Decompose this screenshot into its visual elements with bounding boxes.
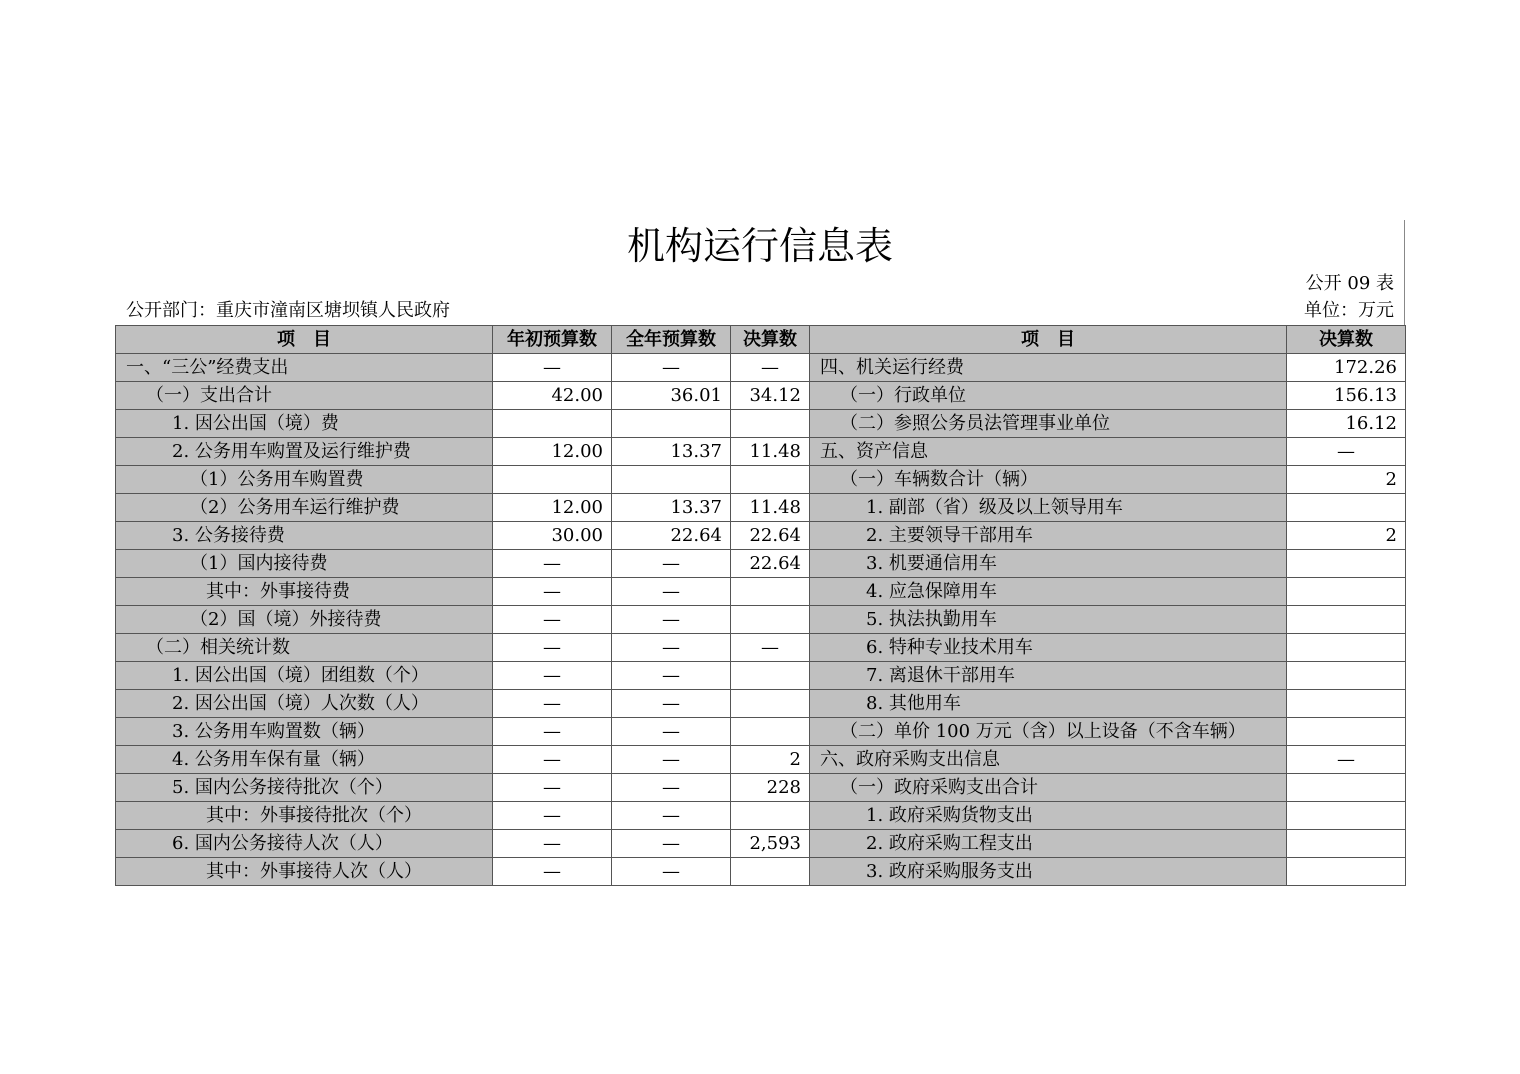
table-row: [116, 410, 1406, 438]
annual-budget-cell: [612, 466, 731, 494]
annual-budget-cell: —: [612, 634, 731, 662]
right-final-amount-cell: [1287, 494, 1406, 522]
header-initial-budget: 年初预算数: [493, 326, 612, 354]
initial-budget-cell: —: [493, 802, 612, 830]
initial-budget-cell: —: [493, 550, 612, 578]
table-row: [116, 522, 1406, 550]
right-final-amount-cell: —: [1287, 746, 1406, 774]
right-item-label: （一）车辆数合计（辆）: [810, 466, 1287, 494]
right-final-amount-cell: [1287, 550, 1406, 578]
final-amount-cell: 22.64: [731, 550, 810, 578]
initial-budget-cell: 30.00: [493, 522, 612, 550]
final-amount-cell: [731, 718, 810, 746]
left-item-label: 2. 公务用车购置及运行维护费: [116, 438, 493, 466]
left-item-label: 一、“三公”经费支出: [116, 354, 493, 382]
table-row: [116, 662, 1406, 690]
left-item-label: （1）国内接待费: [116, 550, 493, 578]
annual-budget-cell: —: [612, 802, 731, 830]
table-row: [116, 466, 1406, 494]
unit-label: 单位：万元: [1304, 300, 1394, 321]
annual-budget-cell: —: [612, 690, 731, 718]
right-final-amount-cell: [1287, 662, 1406, 690]
right-final-amount-cell: [1287, 634, 1406, 662]
right-final-amount-cell: [1287, 690, 1406, 718]
right-item-label: 2. 政府采购工程支出: [810, 830, 1287, 858]
right-final-amount-cell: 2: [1287, 466, 1406, 494]
final-amount-cell: [731, 858, 810, 886]
page-title: 机构运行信息表: [626, 224, 893, 268]
right-final-amount-cell: —: [1287, 438, 1406, 466]
final-amount-cell: [731, 802, 810, 830]
final-amount-cell: [731, 662, 810, 690]
initial-budget-cell: —: [493, 690, 612, 718]
right-item-label: （二）参照公务员法管理事业单位: [810, 410, 1287, 438]
right-item-label: 四、机关运行经费: [810, 354, 1287, 382]
annual-budget-cell: —: [612, 354, 731, 382]
right-item-label: 4. 应急保障用车: [810, 578, 1287, 606]
final-amount-cell: —: [731, 634, 810, 662]
annual-budget-cell: —: [612, 718, 731, 746]
annual-budget-cell: 36.01: [612, 382, 731, 410]
left-item-label: （2）国（境）外接待费: [116, 606, 493, 634]
info-table: [115, 325, 1406, 886]
table-row: [116, 438, 1406, 466]
final-amount-cell: 11.48: [731, 438, 810, 466]
right-item-label: （一）行政单位: [810, 382, 1287, 410]
initial-budget-cell: —: [493, 354, 612, 382]
right-item-label: 1. 副部（省）级及以上领导用车: [810, 494, 1287, 522]
initial-budget-cell: —: [493, 634, 612, 662]
table-row: [116, 802, 1406, 830]
right-item-label: （二）单价 100 万元（含）以上设备（不含车辆）: [810, 718, 1287, 746]
table-row: [116, 746, 1406, 774]
final-amount-cell: [731, 466, 810, 494]
right-item-label: 6. 特种专业技术用车: [810, 634, 1287, 662]
initial-budget-cell: —: [493, 858, 612, 886]
final-amount-cell: 11.48: [731, 494, 810, 522]
left-item-label: 其中：外事接待费: [116, 578, 493, 606]
left-item-label: 1. 因公出国（境）费: [116, 410, 493, 438]
right-item-label: （一）政府采购支出合计: [810, 774, 1287, 802]
right-final-amount-cell: 2: [1287, 522, 1406, 550]
annual-budget-cell: —: [612, 830, 731, 858]
final-amount-cell: [731, 690, 810, 718]
final-amount-cell: 228: [731, 774, 810, 802]
right-final-amount-cell: 172.26: [1287, 354, 1406, 382]
right-item-label: 3. 机要通信用车: [810, 550, 1287, 578]
annual-budget-cell: 22.64: [612, 522, 731, 550]
annual-budget-cell: [612, 410, 731, 438]
initial-budget-cell: —: [493, 718, 612, 746]
right-item-label: 2. 主要领导干部用车: [810, 522, 1287, 550]
table-row: [116, 606, 1406, 634]
header-final-right: 决算数: [1287, 326, 1406, 354]
header-annual-budget: 全年预算数: [612, 326, 731, 354]
initial-budget-cell: 42.00: [493, 382, 612, 410]
initial-budget-cell: —: [493, 662, 612, 690]
right-item-label: 六、政府采购支出信息: [810, 746, 1287, 774]
final-amount-cell: 2: [731, 746, 810, 774]
right-item-label: 3. 政府采购服务支出: [810, 858, 1287, 886]
annual-budget-cell: —: [612, 858, 731, 886]
annual-budget-cell: —: [612, 774, 731, 802]
table-row: [116, 634, 1406, 662]
final-amount-cell: 2,593: [731, 830, 810, 858]
left-item-label: 6. 国内公务接待人次（人）: [116, 830, 493, 858]
right-final-amount-cell: 16.12: [1287, 410, 1406, 438]
initial-budget-cell: —: [493, 746, 612, 774]
table-row: [116, 858, 1406, 886]
header-item-right: 项 目: [810, 326, 1287, 354]
left-item-label: 2. 因公出国（境）人次数（人）: [116, 690, 493, 718]
right-final-amount-cell: 156.13: [1287, 382, 1406, 410]
left-item-label: 1. 因公出国（境）团组数（个）: [116, 662, 493, 690]
annual-budget-cell: —: [612, 662, 731, 690]
annual-budget-cell: —: [612, 746, 731, 774]
left-item-label: 其中：外事接待人次（人）: [116, 858, 493, 886]
left-item-label: （二）相关统计数: [116, 634, 493, 662]
header-final-left: 决算数: [731, 326, 810, 354]
table-row: [116, 690, 1406, 718]
right-item-label: 8. 其他用车: [810, 690, 1287, 718]
left-item-label: 4. 公务用车保有量（辆）: [116, 746, 493, 774]
final-amount-cell: [731, 606, 810, 634]
right-item-label: 五、资产信息: [810, 438, 1287, 466]
right-final-amount-cell: [1287, 858, 1406, 886]
right-item-label: 1. 政府采购货物支出: [810, 802, 1287, 830]
initial-budget-cell: 12.00: [493, 438, 612, 466]
initial-budget-cell: —: [493, 830, 612, 858]
table-row: [116, 578, 1406, 606]
right-final-amount-cell: [1287, 802, 1406, 830]
table-row: [116, 354, 1406, 382]
initial-budget-cell: [493, 410, 612, 438]
final-amount-cell: —: [731, 354, 810, 382]
left-item-label: （一）支出合计: [116, 382, 493, 410]
department-label: 公开部门：重庆市潼南区塘坝镇人民政府: [126, 300, 450, 321]
annual-budget-cell: —: [612, 550, 731, 578]
annual-budget-cell: 13.37: [612, 494, 731, 522]
table-row: [116, 382, 1406, 410]
annual-budget-cell: —: [612, 606, 731, 634]
left-item-label: 5. 国内公务接待批次（个）: [116, 774, 493, 802]
table-row: [116, 550, 1406, 578]
annual-budget-cell: 13.37: [612, 438, 731, 466]
right-final-amount-cell: [1287, 718, 1406, 746]
initial-budget-cell: —: [493, 606, 612, 634]
left-item-label: （1）公务用车购置费: [116, 466, 493, 494]
form-number: 公开 09 表: [1305, 273, 1394, 294]
header-item: 项 目: [116, 326, 493, 354]
table-row: [116, 774, 1406, 802]
final-amount-cell: [731, 410, 810, 438]
right-item-label: 7. 离退休干部用车: [810, 662, 1287, 690]
initial-budget-cell: —: [493, 578, 612, 606]
right-item-label: 5. 执法执勤用车: [810, 606, 1287, 634]
final-amount-cell: 34.12: [731, 382, 810, 410]
initial-budget-cell: 12.00: [493, 494, 612, 522]
table-header-row: [116, 326, 1406, 354]
final-amount-cell: [731, 578, 810, 606]
initial-budget-cell: [493, 466, 612, 494]
left-item-label: 其中：外事接待批次（个）: [116, 802, 493, 830]
table-row: [116, 830, 1406, 858]
table-row: [116, 494, 1406, 522]
right-final-amount-cell: [1287, 606, 1406, 634]
left-item-label: （2）公务用车运行维护费: [116, 494, 493, 522]
right-final-amount-cell: [1287, 578, 1406, 606]
left-item-label: 3. 公务用车购置数（辆）: [116, 718, 493, 746]
right-final-amount-cell: [1287, 830, 1406, 858]
final-amount-cell: 22.64: [731, 522, 810, 550]
initial-budget-cell: —: [493, 774, 612, 802]
left-item-label: 3. 公务接待费: [116, 522, 493, 550]
right-final-amount-cell: [1287, 774, 1406, 802]
annual-budget-cell: —: [612, 578, 731, 606]
table-row: [116, 718, 1406, 746]
